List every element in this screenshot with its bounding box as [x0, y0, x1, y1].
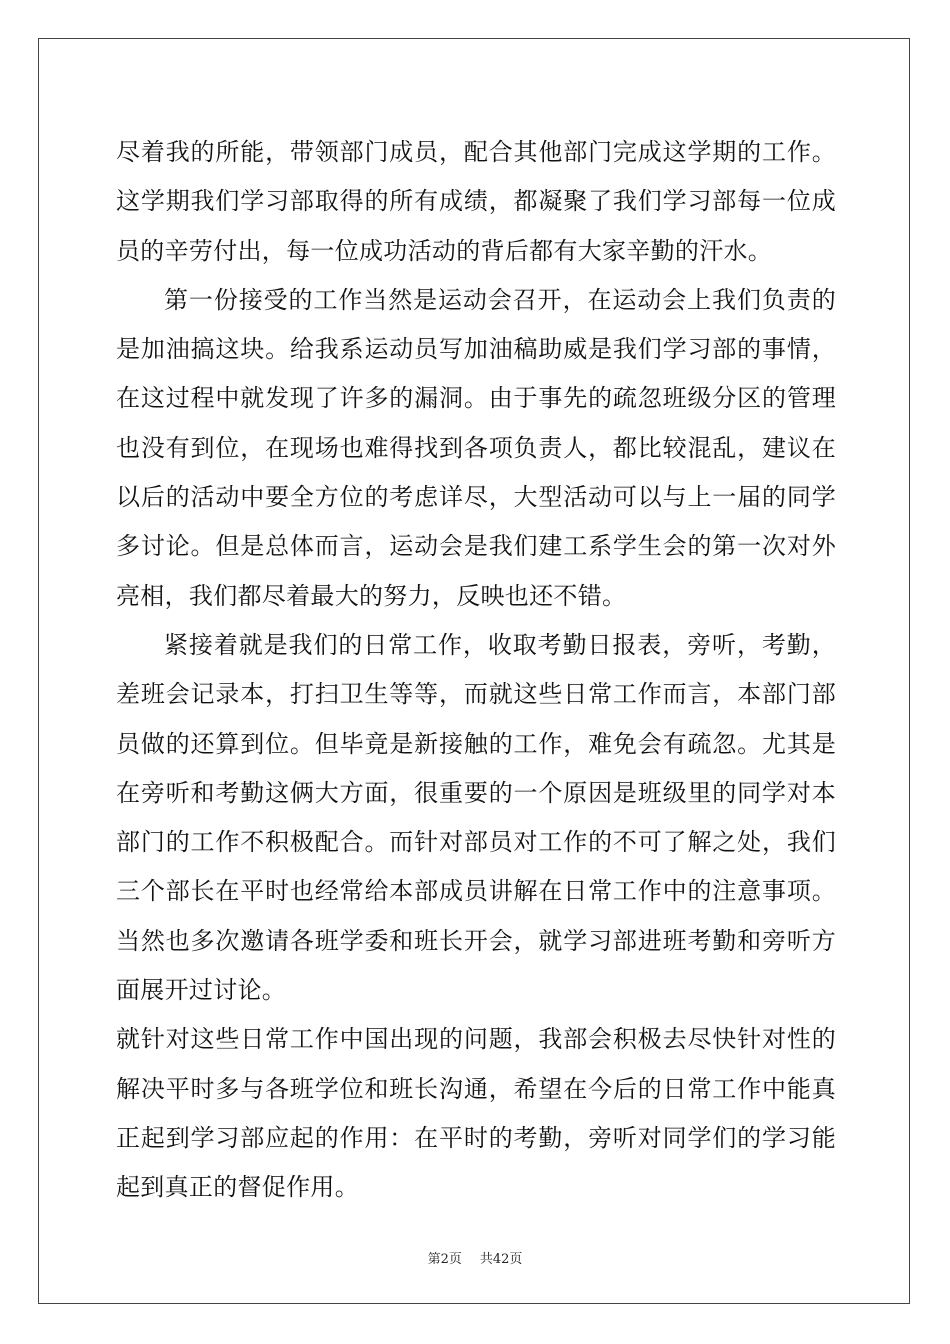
- page-total: 共42页: [479, 1252, 523, 1267]
- document-body: [116, 128, 836, 1213]
- page-footer: [0, 1248, 950, 1267]
- page-number: 第2页: [427, 1252, 462, 1267]
- paragraph-3: 紧接着就是我们的日常工作，收取考勤日报表，旁听，考勤，差班会记录本，打扫卫生等等，而就这些日常工作而言，本部门部员做的还算到位。但毕竟是新接触的工作，难免会有疏忽。尤其是在旁听和考勤这俩大方面，很重要的一个原因是班级里的同学对本部门的工作不积极配合。而针对部员对工作的不可了解之处，我们三个部长在平时也经常给本部成员讲解在日常工作中的注意事项。当然也多次邀请各班学委和班长开会，就学习部进班考勤和旁听方面展开过讨论。: [116, 630, 836, 1005]
- paragraph-2: 第一份接受的工作当然是运动会召开，在运动会上我们负责的是加油搞这块。给我系运动员写加油稿助威是我们学习部的事情，在这过程中就发现了许多的漏洞。由于事先的疏忽班级分区的管理也没有到位，在现场也难得找到各项负责人，都比较混乱，建议在以后的活动中要全方位的考虑详尽，大型活动可以与上一届的同学多讨论。但是总体而言，运动会是我们建工系学生会的第一次对外亮相，我们都尽着最大的努力，反映也还不错。: [116, 285, 836, 610]
- paragraph-1: 尽着我的所能，带领部门成员，配合其他部门完成这学期的工作。这学期我们学习部取得的所有成绩，都凝聚了我们学习部每一位成员的辛劳付出，每一位成功活动的背后都有大家辛勤的汗水。: [116, 138, 836, 265]
- paragraph-4: 就针对这些日常工作中国出现的问题，我部会积极去尽快针对性的解决平时多与各班学位和班长沟通，希望在今后的日常工作中能真正起到学习部应起的作用：在平时的考勤，旁听对同学们的学习能起到真正的督促作用。: [116, 1025, 836, 1202]
